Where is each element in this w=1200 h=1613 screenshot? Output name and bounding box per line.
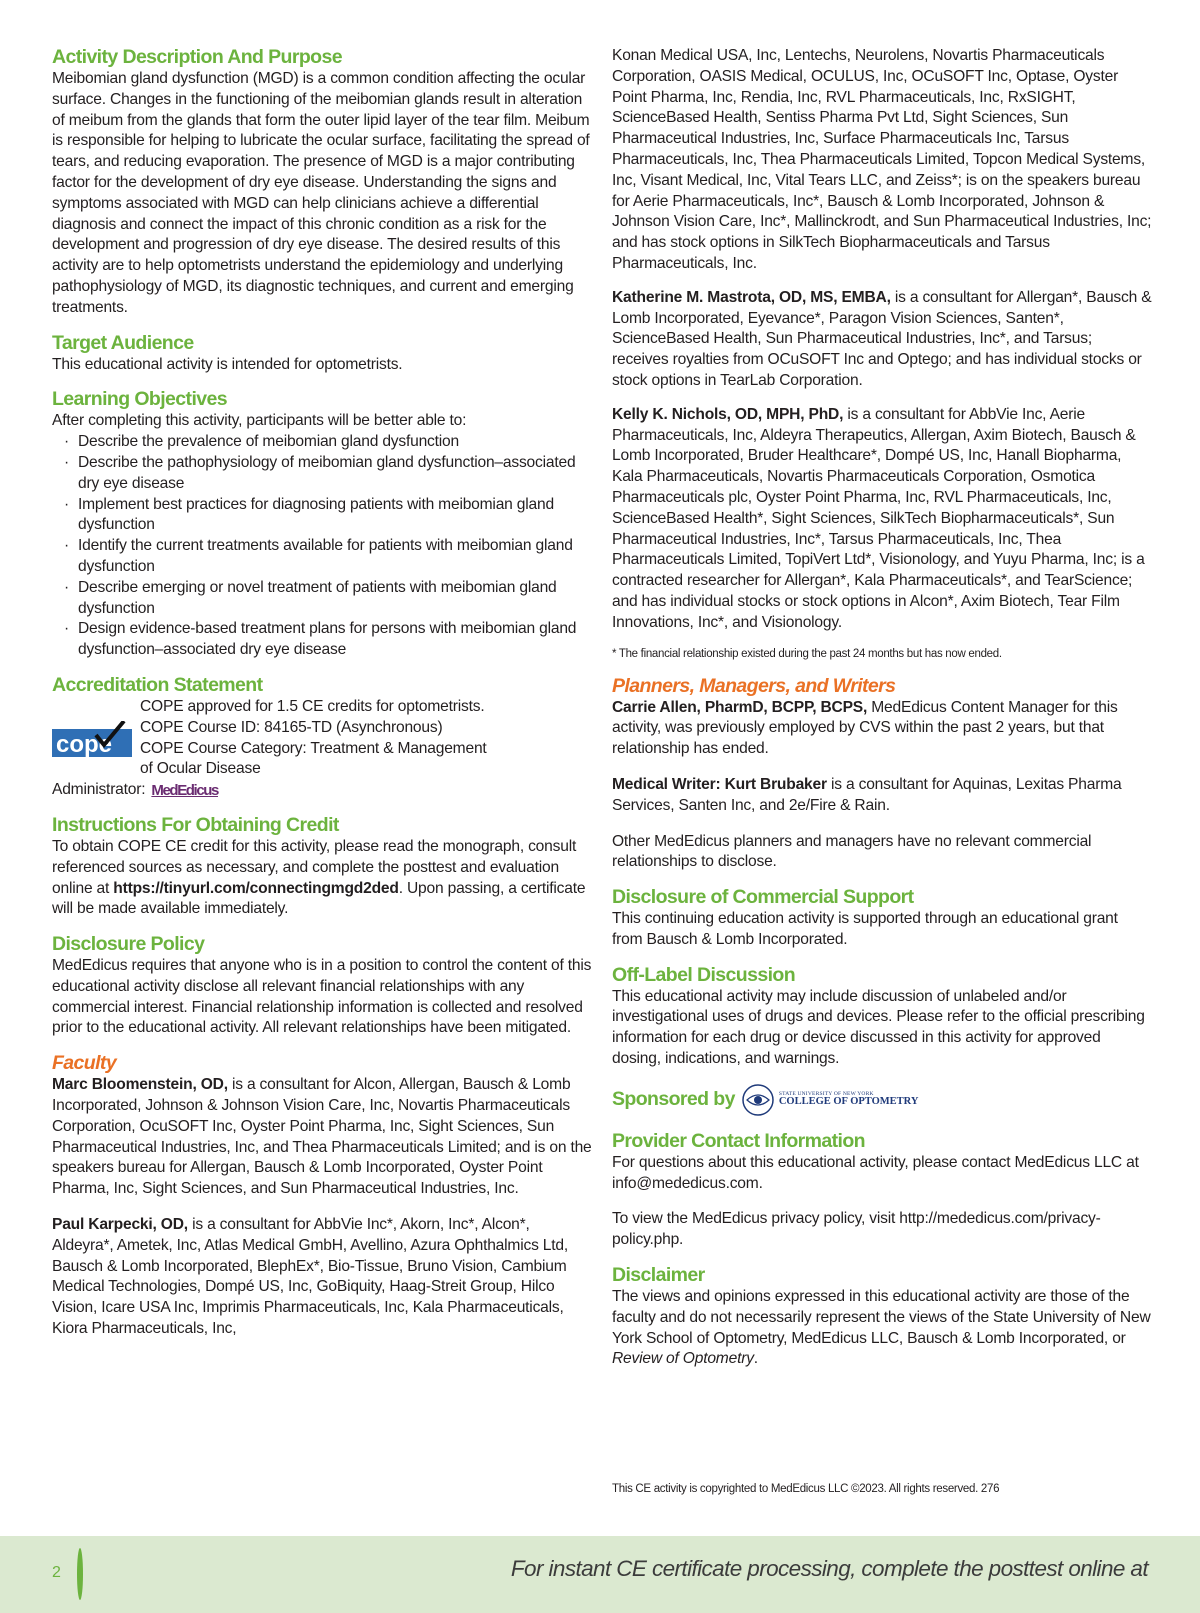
offlabel-body: This educational activity may include discussion of unlabeled and/or investigational uses of drugs and devices. Please refer to the official prescribing information for each drug or device discussed in this activity for approved dosing, indications, and warnings. [612,987,1145,1068]
suny-optometry-logo [741,1083,919,1117]
objectives-intro: After completing this activity, participants will be better able to: [52,412,467,430]
svg-text:cope: cope [56,730,113,757]
footer-promo: For instant CE certificate processing, complete the posttest online at [510,1556,1148,1581]
list-item: · Design evidence-based treatment plans for persons with meibomian gland dysfunction–associated dry eye disease [64,620,577,659]
planner-allen: Carrie Allen, PharmD, BCPP, BCPS, MedEdicus Content Manager for this activity, was previously employed by CVS within the past 2 years, but that relationship has ended. [612,698,1118,758]
disclaimer-section [612,1264,1152,1370]
list-item: · Describe the prevalence of meibomian gland dysfunction [64,433,460,451]
footer-divider [77,1548,83,1600]
sponsor-row [612,1083,1152,1117]
mededicus-logo: MedEdicus [151,782,218,799]
faculty-heading: Faculty [52,1052,117,1075]
footer-band [0,1536,1200,1613]
offlabel-section [612,964,1152,1070]
audience-body: This educational activity is intended for optometrists. [52,355,403,373]
accreditation-section [52,674,592,801]
suny-logo-big: COLLEGE OF OPTOMETRY [778,1096,919,1108]
disclosure-section [52,933,592,1039]
cope-course-category-cont: of Ocular Disease [140,760,261,778]
instructions-section [52,814,592,920]
privacy-policy: To view the MedEdicus privacy policy, visit http://mededicus.com/privacy-policy.php. [612,1210,1101,1249]
accreditation-lines [140,697,487,780]
commercial-support-heading: Disclosure of Commercial Support [612,886,914,909]
footnote [612,647,1152,662]
cope-course-category: COPE Course Category: Treatment & Management [140,739,487,757]
list-item: · Describe emerging or novel treatment of patients with meibomian gland dysfunction [64,578,557,617]
right-column [612,46,1152,1383]
instructions-body: To obtain COPE CE credit for this activity, please read the monograph, consult referenced sources as necessary, and complete the posttest and evaluation online at https://tinyurl.com/connectingmgd2ded. Upon passing, a certificate will be made available immediately. [52,837,586,918]
instructions-heading: Instructions For Obtaining Credit [52,813,339,836]
left-column [52,46,592,1353]
disclaimer-body: The views and opinions expressed in this educational activity are those of the faculty and do not necessarily represent the views of the State University of New York School of Optometry, MedEdicus LLC, Bausch & Lomb Incorporated, or Review of Optometry. [612,1288,1151,1368]
karpecki-continued [612,46,1152,275]
activity-section [52,46,592,319]
activity-body: Meibomian gland dysfunction (MGD) is a common condition affecting the ocular surface. Changes in the functioning of the meibomian glands result in alteration of meibum from the glands that form the outer lipid layer of the tear film. Meibum is responsible for helping to lubricate the ocular surface, facilitating the spread of tears, and reducing evaporation. The presence of MGD is a major contributing factor for the development of dry eye disease. Understanding the signs and symptoms associated with MGD can help clinicians achieve a differential diagnosis and connect the impact of this chronic condition as a risk for the development and progression of dry eye disease. The desired results of this activity are to help optometrists understand the epidemiology and underlying pathophysiology of MGD, its diagnostic techniques, and current and emerging treatments. [52,70,590,316]
faculty-section [52,1052,592,1340]
cope-course-id: COPE Course ID: 84165-TD (Asynchronous) [140,718,443,736]
objectives-heading: Learning Objectives [52,388,227,411]
page-number: 2 [52,1564,61,1581]
faculty-bloomenstein: Marc Bloomenstein, OD, is a consultant for Alcon, Allergan, Bausch & Lomb Incorporated, Johnson & Johnson Vision Care, Inc, Novartis Pharmaceuticals Corporation, OcuSOFT Inc, Oyster Point Pharma, Inc, Sight Sciences, Sun Pharmaceutical Industries, Inc, and Thea Pharmaceuticals Limited; and is on the speakers bureau for Allergan, Bausch & Lomb Incorporated, Oyster Point Pharma, Inc, Sight Sciences, and Sun Pharmaceutical Industries, Inc. [52,1076,592,1198]
list-item: · Implement best practices for diagnosing patients with meibomian gland dysfunction [64,495,554,534]
suny-logo-small: STATE UNIVERSITY OF NEW YORK [778,1090,874,1097]
objectives-section [52,388,592,661]
contact-section [612,1130,1152,1251]
accreditation-block [52,697,592,780]
commercial-support-section [612,886,1152,951]
disclosure-heading: Disclosure Policy [52,933,205,956]
copyright: This CE activity is copyrighted to MedEdicus LLC ©2023. All rights reserved. 276 [612,1483,1000,1495]
audience-section [52,332,592,376]
disclaimer-heading: Disclaimer [612,1264,705,1287]
administrator-label: Administrator: [52,781,146,799]
sponsor-heading: Sponsored by [612,1088,735,1111]
posttest-link[interactable]: https://tinyurl.com/connectingmgd2ded [113,879,399,897]
list-item: · Describe the pathophysiology of meibomian gland dysfunction–associated dry eye disease [64,453,576,492]
nichols-disclosure: Kelly K. Nichols, OD, MPH, PhD, is a consultant for AbbVie Inc, Aerie Pharmaceuticals, Inc, Aldeyra Therapeutics, Allergan, Axim Biotech, Bausch & Lomb Incorporated, Bruder Healthcare*, Dompé US, Inc, Hanall Biopharma, Kala Pharmaceuticals, Novartis Pharmaceuticals Corporation, Osmotica Pharmaceuticals plc, Oyster Point Pharma, Inc, RVL Pharmaceuticals, Inc, ScienceBased Health*, Sight Sciences, SilkTech Biopharmaceuticals*, Sun Pharmaceutical Industries, Inc*, Tarsus Pharmaceuticals, Inc, Thea Pharmaceuticals Limited, TopiVert Ltd*, Visionology, and Yuyu Pharma, Inc; is a contracted researcher for Allergan*, Kala Pharmaceuticals*, and TearScience; and has individual stocks or stock options in Alcon*, Axim Biotech, Tear Film Innovations, Inc*, and Visionology. [612,405,1145,631]
faculty-karpecki: Paul Karpecki, OD, is a consultant for AbbVie Inc*, Akorn, Inc*, Alcon*, Aldeyra*, Ametek, Inc, Atlas Medical GmbH, Avellino, Azura Ophthalmics Ltd, Bausch & Lomb Incorporated, BlephEx*, Bio-Tissue, Bruno Vision, Cambium Medical Technologies, Dompé US, Inc, GoBiquity, Haag-Streit Group, Hilco Vision, Icare USA Inc, Imprimis Pharmaceuticals, Inc, Kala Pharmaceuticals, Kiora Pharmaceuticals, Inc, [52,1216,569,1338]
activity-heading: Activity Description And Purpose [52,46,342,68]
contact-body: For questions about this educational activity, please contact MedEdicus LLC at info@mededicus.com. [612,1153,1139,1192]
accreditation-heading: Accreditation Statement [52,673,263,696]
offlabel-heading: Off-Label Discussion [612,963,796,986]
cope-logo [52,721,132,757]
karpecki-continued-body: Konan Medical USA, Inc, Lentechs, Neurolens, Novartis Pharmaceuticals Corporation, OASIS Medical, OCULUS, Inc, OCuSOFT Inc, Optase, Oyster Point Pharma, Inc, Rendia, Inc, RVL Pharmaceuticals, Inc, RxSIGHT, ScienceBased Health, Sentiss Pharma Pvt Ltd, Sight Sciences, Sun Pharmaceutical Industries, Inc, Surface Pharmaceuticals Inc, Tarsus Pharmaceuticals, Inc, Thea Pharmaceuticals Limited, Topcon Medical Systems, Inc, Visant Medical, Inc, Vital Tears LLC, and Zeiss*; is on the speakers bureau for Aerie Pharmaceuticals, Inc*, Bausch & Lomb Incorporated, Johnson & Johnson Vision Care, Inc*, Mallinckrodt, and Sun Pharmaceutical Industries, Inc; and has stock options in SilkTech Biopharmaceuticals and Tarsus Pharmaceuticals, Inc. [612,47,1152,272]
administrator-row [52,780,592,801]
cope-approved: COPE approved for 1.5 CE credits for optometrists. [140,697,485,715]
other-planners: Other MedEdicus planners and managers have no relevant commercial relationships to disclose. [612,832,1092,871]
footnote-text: * The financial relationship existed during the past 24 months but has now ended. [612,647,1002,660]
mastrota-disclosure: Katherine M. Mastrota, OD, MS, EMBA, is a consultant for Allergan*, Bausch & Lomb Incorporated, Eyevance*, Paragon Vision Sciences, Santen*, ScienceBased Health, Sun Pharmaceutical Industries, Inc*, and Tarsus; receives royalties from OCuSOFT Inc and Optego; and has individual stocks or stock options in TearLab Corporation. [612,288,1152,389]
commercial-support-body: This continuing education activity is supported through an educational grant from Bausch & Lomb Incorporated. [612,910,1118,948]
suny-eye-icon [741,1083,775,1117]
disclosure-body: MedEdicus requires that anyone who is in a position to control the content of this educational activity disclose all relevant financial relationships with any commercial interest. Financial relationship information is collected and resolved prior to the educational activity. All relevant relationships have been mitigated. [52,957,592,1037]
contact-heading: Provider Contact Information [612,1129,865,1152]
planners-section [612,675,1152,874]
audience-heading: Target Audience [52,331,194,354]
list-item: · Identify the current treatments available for patients with meibomian gland dysfunction [64,537,573,575]
objectives-list [52,432,592,661]
planners-heading: Planners, Managers, and Writers [612,674,896,697]
medical-writer: Medical Writer: Kurt Brubaker is a consultant for Aquinas, Lexitas Pharma Services, Santen Inc, and 2e/Fire & Rain. [612,775,1122,814]
